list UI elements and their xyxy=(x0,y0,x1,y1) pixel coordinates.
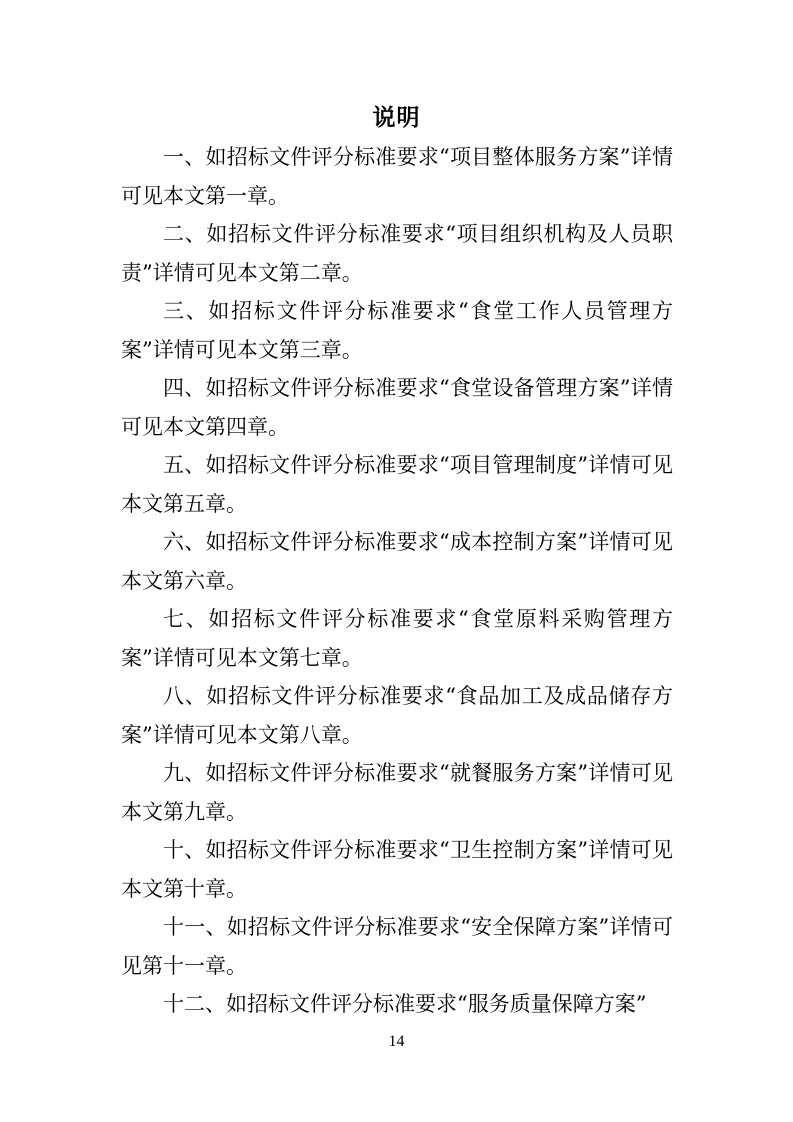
paragraph-12: 十二、如招标文件评分标准要求“服务质量保障方案” xyxy=(163,992,647,1016)
paragraph-7: 七、如招标文件评分标准要求“食堂原料采购管理方案”详情可见本文第七章。 xyxy=(121,607,673,670)
paragraph-2: 二、如招标文件评分标准要求“项目组织机构及人员职责”详情可见本文第二章。 xyxy=(121,222,673,285)
body-text xyxy=(121,138,673,1024)
paragraph-4: 四、如招标文件评分标准要求“食堂设备管理方案”详情可见本文第四章。 xyxy=(121,376,673,439)
paragraph-3: 三、如招标文件评分标准要求“食堂工作人员管理方案”详情可见本文第三章。 xyxy=(121,299,673,362)
page-number: 14 xyxy=(388,1033,405,1050)
paragraph-6: 六、如招标文件评分标准要求“成本控制方案”详情可见本文第六章。 xyxy=(121,530,673,593)
paragraph-10: 十、如招标文件评分标准要求“卫生控制方案”详情可见本文第十章。 xyxy=(121,838,673,901)
paragraph-9: 九、如招标文件评分标准要求“就餐服务方案”详情可见本文第九章。 xyxy=(121,761,673,824)
paragraph-5: 五、如招标文件评分标准要求“项目管理制度”详情可见本文第五章。 xyxy=(121,453,673,516)
paragraph-1: 一、如招标文件评分标准要求“项目整体服务方案”详情可见本文第一章。 xyxy=(121,145,673,208)
paragraph-11: 十一、如招标文件评分标准要求“安全保障方案”详情可见第十一章。 xyxy=(121,915,673,978)
paragraph-8: 八、如招标文件评分标准要求“食品加工及成品储存方案”详情可见本文第八章。 xyxy=(121,684,673,747)
page-title: 说明 xyxy=(372,104,421,131)
